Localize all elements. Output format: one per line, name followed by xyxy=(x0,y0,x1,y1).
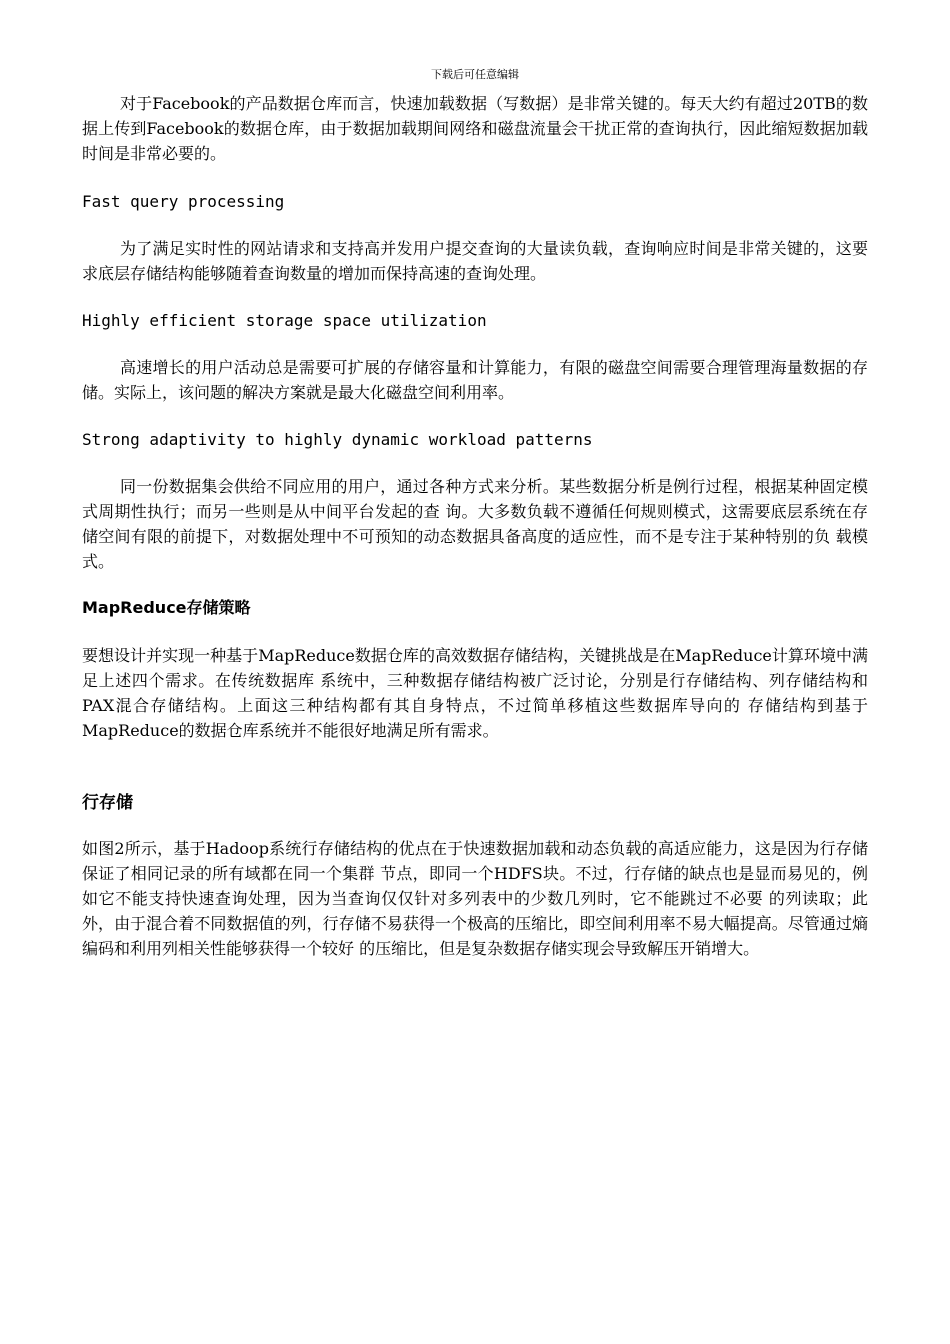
section-heading-mapreduce: MapReduce存储策略 xyxy=(82,598,251,617)
intro-paragraph: 对于Facebook的产品数据仓库而言，快速加载数据（写数据）是非常关键的。每天大约有超过20TB的数据上传到Facebook的数据仓库，由于数据加载期间网络和磁盘流量会干扰正常的查询执行，因此缩短数据加载时间是非常必要的。 xyxy=(82,94,868,163)
section-heading-storage-utilization: Highly efficient storage space utilization xyxy=(82,311,487,330)
section-text-storage-utilization: 高速增长的用户活动总是需要可扩展的存储容量和计算能力，有限的磁盘空间需要合理管理海量数据的存储。实际上，该问题的解决方案就是最大化磁盘空间利用率。 xyxy=(82,358,868,402)
section-text-row-storage: 如图2所示，基于Hadoop系统行存储结构的优点在于快速数据加载和动态负载的高适应能力，这是因为行存储保证了相同记录的所有域都在同一个集群 节点，即同一个HDFS块。不过，行存储的缺点也是显而易见的，例如它不能支持快速查询处理，因为当查询仅仅针对多列表中的少数几列时，它不能跳过不必要 的列读取；此外，由于混合着不同数据值的列，行存储不易获得一个极高的压缩比，即空间利用率不易大幅提高。尽管通过熵编码和利用列相关性能够获得一个较好 的压缩比，但是复杂数据存储实现会导致解压开销增大。 xyxy=(82,839,868,958)
section-heading-adaptivity: Strong adaptivity to highly dynamic workload patterns xyxy=(82,430,593,449)
section-text-adaptivity: 同一份数据集会供给不同应用的用户，通过各种方式来分析。某些数据分析是例行过程，根据某种固定模式周期性执行；而另一些则是从中间平台发起的查 询。大多数负载不遵循任何规则模式，这需要底层系统在存储空间有限的前提下，对数据处理中不可预知的动态数据具备高度的适应性，而不是专注于某种特别的负 载模式。 xyxy=(82,477,868,571)
section-text-mapreduce: 要想设计并实现一种基于MapReduce数据仓库的高效数据存储结构，关键挑战是在MapReduce计算环境中满足上述四个需求。在传统数据库 系统中，三种数据存储结构被广泛讨论，分别是行存储结构、列存储结构和PAX混合存储结构。上面这三种结构都有其自身特点，不过简单移植这些数据库导向的 存储结构到基于MapReduce的数据仓库系统并不能很好地满足所有需求。 xyxy=(82,646,868,740)
section-text-fast-query: 为了满足实时性的网站请求和支持高并发用户提交查询的大量读负载，查询响应时间是非常关键的，这要求底层存储结构能够随着查询数量的增加而保持高速的查询处理。 xyxy=(82,239,868,283)
section-heading-fast-query: Fast query processing xyxy=(82,192,285,211)
header-note: 下载后可任意编辑 xyxy=(431,68,519,81)
section-heading-row-storage: 行存储 xyxy=(82,793,133,813)
